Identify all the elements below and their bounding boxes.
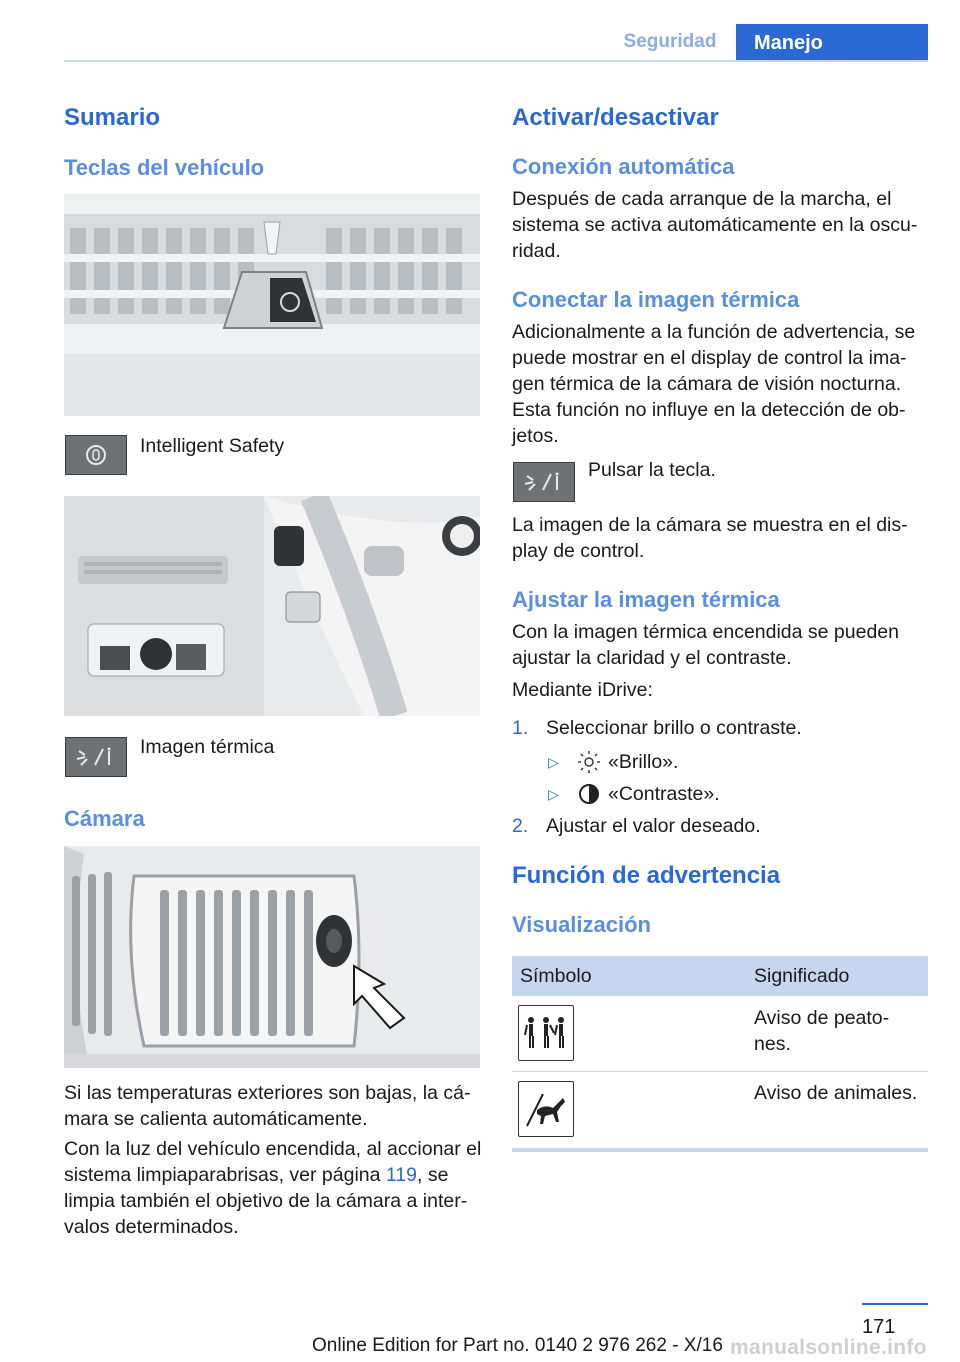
chapter-tab[interactable]: Manejo (736, 24, 928, 62)
intelligent-safety-label: Intelligent Safety (140, 435, 285, 457)
adjust-thermal-text: Con la imagen térmica encendida se pueden ajustar la claridad y el contraste. (512, 621, 900, 669)
adjust-thermal-heading: Ajustar la imagen térmica (512, 587, 780, 612)
auto-connect-heading: Conexión automática (512, 154, 735, 179)
sub-bullet-1: ▷ (548, 754, 559, 770)
pedestrian-warning-icon (518, 1005, 574, 1061)
dashboard-buttons-photo (64, 194, 480, 416)
step-1-text: Seleccionar brillo o contraste. (546, 717, 802, 739)
display-heading: Visualización (512, 912, 651, 937)
symbol-table-header (512, 956, 928, 996)
camera-washing-text (64, 1136, 482, 1240)
animal-warning-text: Aviso de animales. (754, 1082, 918, 1104)
page-number: 171 (862, 1316, 896, 1338)
section-tab[interactable]: Seguridad (606, 24, 734, 60)
camera-heating-text: Si las temperaturas exteriores son bajas, la cá-mara se calienta automáticamente. (64, 1082, 471, 1130)
connect-thermal-heading: Conectar la imagen térmica (512, 287, 800, 312)
camera-washing-text-pre: Con la luz del vehículo encendida, al accionar el sistema limpiaparabrisas, ver página (64, 1138, 482, 1186)
contrast-option[interactable]: «Contraste». (608, 783, 720, 805)
table-bottom-rule (512, 1148, 928, 1152)
thermal-image-key-icon-2 (513, 462, 575, 502)
step-2-number: 2. (512, 815, 529, 837)
activate-heading: Activar/desactivar (512, 104, 719, 131)
header-rule (64, 60, 928, 62)
image-shown-text: La imagen de la cámara se muestra en el dis-play de control. (512, 514, 908, 562)
sub-bullet-2: ▷ (548, 786, 559, 802)
page-title: Sumario (64, 104, 161, 131)
thermal-image-label: Imagen térmica (140, 736, 275, 758)
symbol-column-header: Símbolo (520, 965, 592, 987)
watermark: manualsonline.info (730, 1336, 927, 1359)
animal-warning-icon (518, 1081, 574, 1137)
steering-wheel-photo (64, 496, 480, 716)
press-key-text: Pulsar la tecla. (588, 459, 716, 481)
warning-function-heading: Función de advertencia (512, 862, 781, 889)
table-row-divider (512, 1071, 928, 1072)
brightness-option[interactable]: «Brillo». (608, 751, 679, 773)
footer-rule (862, 1303, 928, 1305)
auto-connect-text: Después de cada arranque de la marcha, el sistema se activa automáticamente en la oscu-ridad. (512, 188, 918, 262)
idrive-text: Mediante iDrive: (512, 679, 653, 701)
grille-camera-photo (64, 846, 480, 1068)
brightness-icon (576, 749, 602, 775)
edition-note: Online Edition for Part no. 0140 2 976 262 - X/16 (312, 1335, 723, 1356)
camera-heading: Cámara (64, 806, 145, 831)
pedestrian-warning-text: Aviso de peato-nes. (754, 1007, 890, 1055)
step-2-text: Ajustar el valor deseado. (546, 815, 761, 837)
camera-washing-text-post: , se limpia también el objetivo de la cámara a inter-valos determinados. (64, 1164, 468, 1238)
thermal-image-key-icon (65, 737, 127, 777)
connect-thermal-text: Adicionalmente a la función de advertencia, se puede mostrar en el display de control la ima-gen térmica de la cámara de visión nocturna. Esta función no influye en la detección de ob-jetos. (512, 321, 916, 447)
step-1-number: 1. (512, 717, 529, 739)
page-119-link[interactable]: 119 (385, 1164, 417, 1186)
vehicle-keys-heading: Teclas del vehículo (64, 155, 265, 180)
contrast-icon (576, 781, 602, 807)
intelligent-safety-key-icon (65, 435, 127, 475)
meaning-column-header: Significado (754, 965, 850, 987)
